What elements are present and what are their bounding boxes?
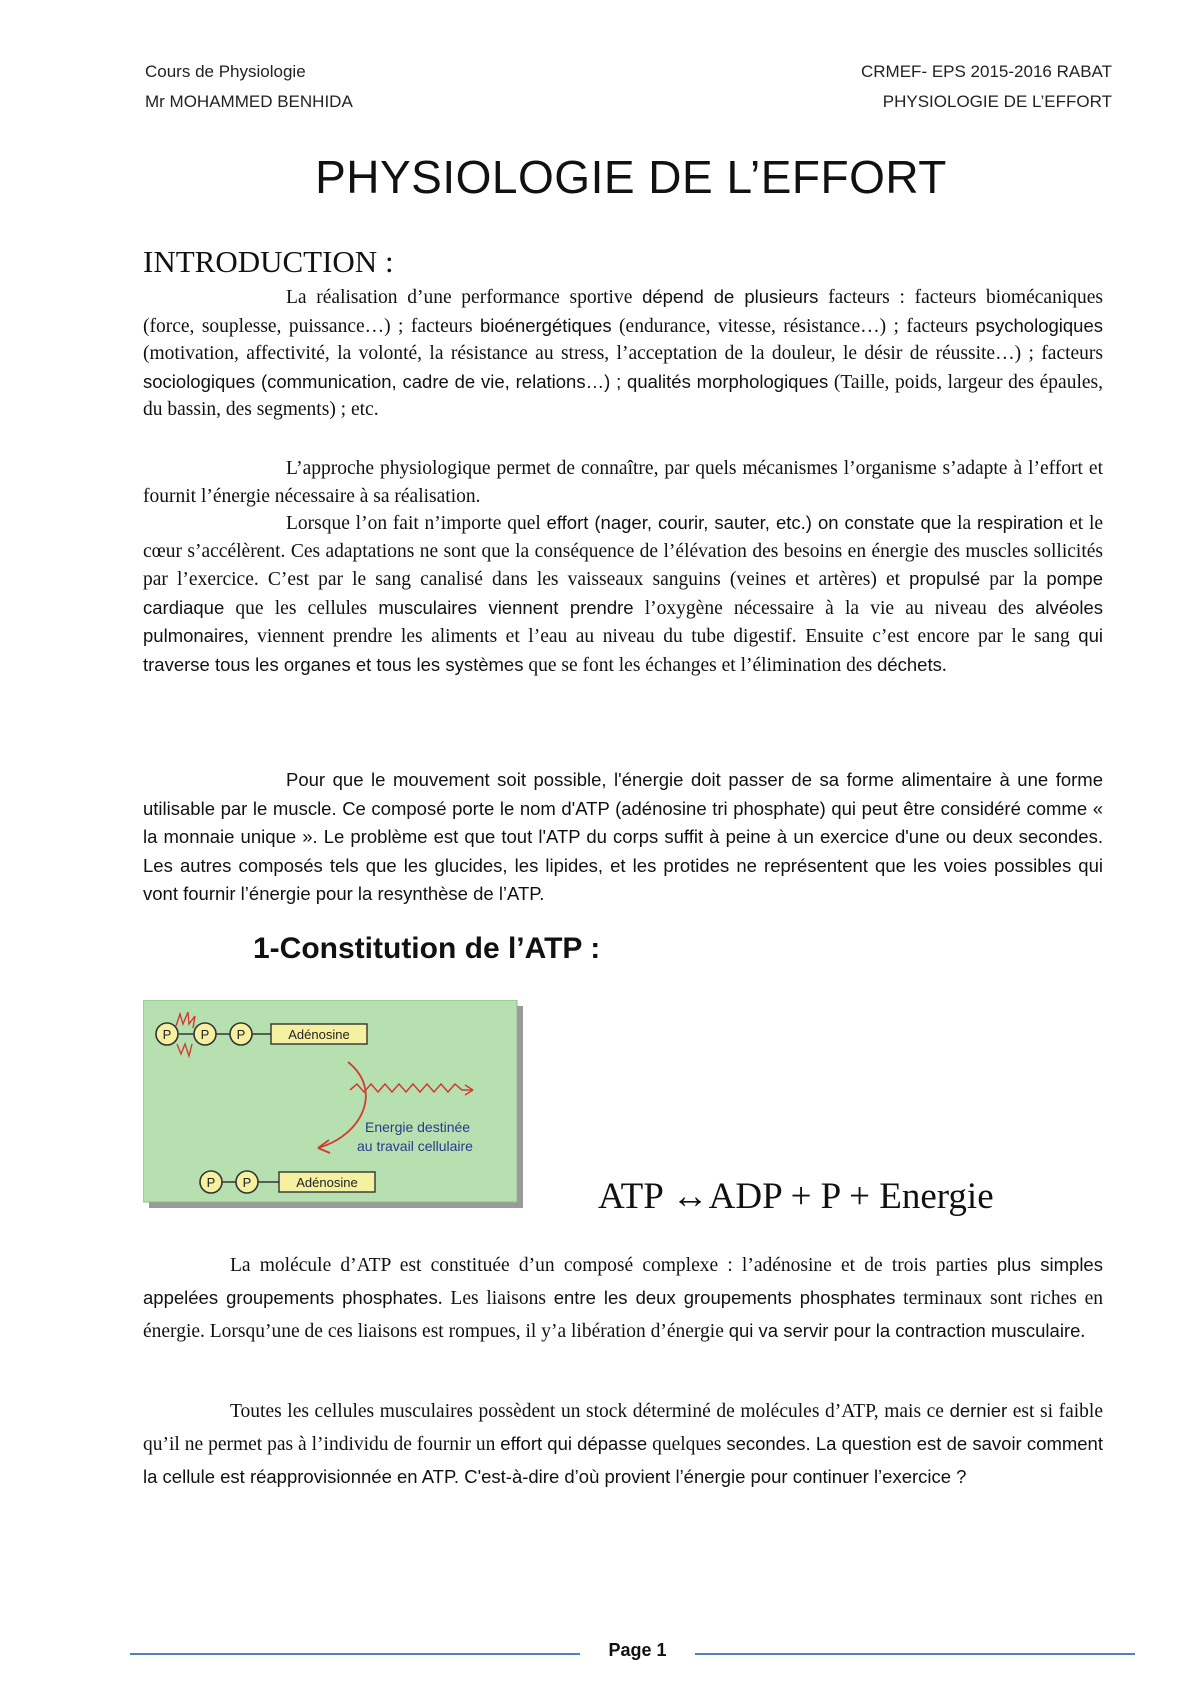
- text-run: effort (nager, courir, sauter, etc.) on constate que: [546, 512, 952, 533]
- text-run: secondes: [726, 1433, 806, 1454]
- text-run: qui traverse tous les organes et tous les systèmes: [143, 625, 1103, 675]
- header-subject: PHYSIOLOGIE DE L’EFFORT: [882, 92, 1112, 111]
- text-run: pompe cardiaque: [143, 568, 1103, 618]
- atp-paragraph-2: [143, 1395, 1103, 1494]
- text-run: effort qui dépasse: [500, 1433, 648, 1454]
- atp-equation: ATP ↔ADP + P + Energie: [598, 1176, 994, 1217]
- phosphate-icon: [200, 1171, 222, 1193]
- header-author: Mr MOHAMMED BENHIDA: [145, 92, 353, 111]
- phosphate-label: P: [242, 1175, 252, 1190]
- adenosine-label-top: Adénosine: [288, 1027, 350, 1042]
- text-run: La réalisation d’une performance sportive: [286, 287, 643, 308]
- text-run: . La question est de savoir comment la cellule est réapprovisionnée en ATP. C'est-à-dire d’où provient l’énergie pour continuer l’exercice ?: [143, 1433, 1103, 1487]
- text-run: (Taille, poids, largeur des épaules, du bassin, des segments) ; etc.: [143, 371, 1103, 420]
- phosphate-label: P: [162, 1027, 172, 1042]
- text-run: sociologiques (communication, cadre de vie, relations…) ; qualités morphologiques: [143, 370, 829, 392]
- phosphate-label: P: [200, 1027, 210, 1042]
- text-run: Toutes les cellules musculaires possèdent un stock déterminé de molécules d’ATP, mais ce: [230, 1401, 950, 1422]
- text-run: et le cœur s’accélèrent. Ces adaptations ne sont que la conséquence de l’élévation des besoins en énergie des muscles sollicités par l’exercice. C’est par le sang canalisé dans les vaisseaux sanguins (veines et artères) et: [143, 513, 1104, 590]
- text-run: facteurs : facteurs biomécaniques (force, souplesse, puissance…) ; facteurs: [143, 287, 1103, 337]
- energy-caption-line-1: Energie destinée: [365, 1119, 471, 1135]
- footer-page-number: Page 1: [608, 1640, 667, 1660]
- document-title: PHYSIOLOGIE DE L’EFFORT: [315, 151, 947, 203]
- text-run: .: [941, 654, 947, 676]
- phosphate-icon: [230, 1023, 252, 1045]
- text-run: propulsé: [909, 568, 981, 589]
- text-run: La molécule d’ATP est constituée d’un composé complexe : l’adénosine et de trois parties: [230, 1255, 997, 1276]
- text-run: Pour que le mouvement soit possible, l'énergie doit passer de sa forme alimentaire à une forme utilisable par le muscle. Ce composé porte le nom d'ATP (adénosine tri phosphate) qui peut être considéré comme « la monnaie unique ». Le problème est que tout l'ATP du corps suffit à peine à un exercice d'une ou deux secondes. Les autres composés tels que les glucides, les lipides, et les protides ne représentent que les voies possibles qui vont fournir l’énergie pour la resynthèse de l’ATP.: [143, 769, 1103, 904]
- text-run: musculaires viennent prendre: [378, 596, 634, 618]
- phosphate-icon: [194, 1023, 216, 1045]
- phosphate-icon: [236, 1171, 258, 1193]
- text-run: que se font les échanges et l’élimination des: [523, 654, 878, 676]
- footer-rule-right: [695, 1653, 1135, 1655]
- text-run: (motivation, affectivité, la volonté, la résistance au stress, l’acceptation de la douleur, le désir de réussite…) ; facteurs: [143, 343, 1103, 364]
- text-run: que les cellules: [224, 597, 379, 619]
- text-run: qui va servir pour la contraction musculaire: [728, 1320, 1081, 1341]
- text-run: quelques: [647, 1434, 727, 1455]
- phosphate-label: P: [206, 1175, 216, 1190]
- text-run: alvéoles pulmonaires: [143, 596, 1104, 646]
- phosphate-label: P: [236, 1027, 246, 1042]
- intro-paragraph-2: L’approche physiologique permet de connaître, par quels mécanismes l’organisme s’adapte à l’effort et fournit l’énergie nécessaire à sa réalisation.: [143, 458, 1103, 507]
- text-run: (endurance, vitesse, résistance…) ; facteurs: [611, 315, 976, 337]
- text-run: , viennent prendre les aliments et l’eau au niveau du tube digestif. Ensuite c’est encore par le sang: [243, 626, 1079, 647]
- text-run: dépend de plusieurs: [642, 286, 819, 307]
- phosphate-icon: [156, 1023, 178, 1045]
- header-institution: CRMEF- EPS 2015-2016 RABAT: [861, 62, 1112, 81]
- text-run: déchets: [877, 653, 942, 675]
- atp-diagram: [143, 1000, 523, 1208]
- text-run: . Les liaisons: [437, 1288, 554, 1309]
- text-run: psychologiques: [975, 314, 1103, 336]
- atp-paragraph-1: [143, 1249, 1103, 1348]
- text-run: terminaux sont riches en énergie. Lorsqu’une de ces liaisons est rompues, il y’a libération d’énergie: [143, 1288, 1103, 1342]
- text-run: plus simples appelées groupements phosphates: [143, 1254, 1103, 1308]
- intro-paragraph-1: [143, 283, 1103, 424]
- energy-caption-line-2: au travail cellulaire: [357, 1138, 473, 1154]
- text-run: entre les deux groupements phosphates: [553, 1287, 896, 1308]
- text-run: la: [951, 513, 977, 534]
- header-course-title: Cours de Physiologie: [145, 62, 306, 81]
- footer-rule-left: [130, 1653, 580, 1655]
- text-run: l’oxygène nécessaire à la vie au niveau des: [633, 597, 1036, 619]
- text-run: bioénergétiques: [479, 314, 612, 336]
- text-run: dernier: [949, 1400, 1008, 1421]
- text-run: .: [1080, 1321, 1086, 1342]
- text-run: Lorsque l’on fait n’importe quel: [286, 513, 547, 534]
- section-1-heading: 1-Constitution de l’ATP :: [253, 932, 601, 965]
- adenosine-label-bottom: Adénosine: [296, 1175, 358, 1190]
- introduction-heading: INTRODUCTION :: [143, 244, 394, 279]
- intro-paragraph-4: [143, 766, 1103, 909]
- text-run: respiration: [976, 512, 1064, 533]
- intro-paragraph-3: [143, 509, 1103, 679]
- text-run: par la: [980, 569, 1047, 590]
- text-run: est si faible qu’il ne permet pas à l’individu de fournir un: [143, 1401, 1103, 1455]
